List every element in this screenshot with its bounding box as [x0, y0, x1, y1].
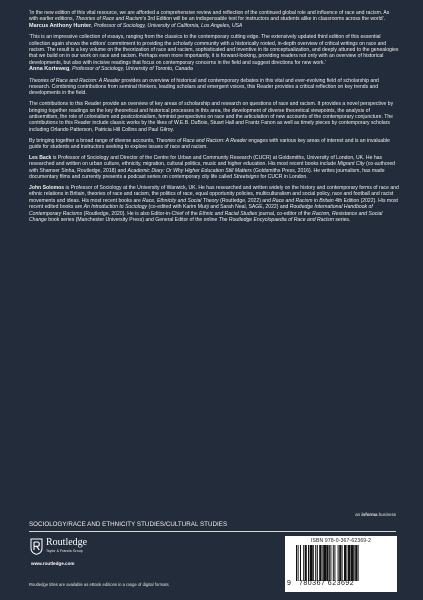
barcode-stripe [310, 545, 313, 581]
barcode-stripe [350, 545, 353, 581]
barcode-bars [296, 545, 388, 581]
ebook-note: Routledge titles are available as eBook editions in a range of digital formats [29, 582, 169, 587]
routledge-logo [30, 538, 87, 555]
barcode-stripe [317, 545, 318, 581]
review-attribution-1: Marcus Anthony Hunter, Professor of Sociology, University of California, Los Angeles, USA [29, 22, 243, 29]
publisher-group: Taylor & Francis Group [46, 549, 83, 553]
routledge-logo-icon [30, 538, 43, 555]
barcode-stripe [323, 545, 326, 581]
barcode-stripe [333, 545, 334, 581]
publisher-name: Routledge [46, 537, 88, 548]
bio-john-solomos: John Solomos is Professor of Sociology at the University of Warwick, UK. He has researched and written widely on the history and contemporary forms of race and ethnic relations in Britain, theories of race and racism, the politics of race, equal opportunity policies, multiculturalism and social policy, race and football and racist movements and ideas. His most recent books are Race, Ethnicity and Social Theory (Routledge, 2022) and Race and Racism in Britain 4th Edition (2022). His most recent edited books are An Introduction to Sociology (co-edited with Karim Murji and Sarah Neal, SAGE, 2022) and Routledge International Handbook of Contemporary Racisms (Routledge, 2020). He is also Editor-in-Chief of the Ethnic and Racial Studies journal, co-editor of the Racism, Resistance and Social Change book series (Manchester University Press) and General Editor of the online The Routledge Encyclopaedia of Race and Racism series. [29, 184, 399, 223]
informa-business-label: an informa business [355, 512, 396, 517]
barcode-stripe [330, 545, 331, 581]
description-paragraph-1: Theories of Race and Racism: A Reader provides an overview of historical and contemporary debates in this vital and ever-evolving field of scholarship and research. Combining contributions from seminal thinkers, leading scholars and emergent voices, this Reader provides a critical reflection on key trends and developments in the field. [29, 77, 379, 97]
ean-first-digit: 9 [287, 580, 291, 587]
barcode-stripe [344, 545, 346, 581]
barcode-stripe [339, 545, 341, 581]
barcode-stripe [313, 545, 314, 581]
isbn-label: ISBN 978-0-367-62369-2 [310, 538, 372, 544]
subject-categories: SOCIOLOGY/RACE AND ETHNICITY STUDIES/CULTURAL STUDIES [29, 521, 228, 528]
barcode-stripe [296, 545, 297, 581]
barcode-stripe [322, 545, 323, 581]
barcode-stripe [358, 545, 359, 581]
barcode-stripe [348, 545, 350, 581]
review-attribution-2: Anna Korteweg, Professor of Sociology, University of Toronto, Canada [29, 66, 193, 73]
barcode-stripe [319, 545, 321, 581]
barcode-stripe [342, 545, 343, 581]
barcode-stripe [305, 545, 307, 581]
review-quote-1: ‘In the new edition of this vital resource, we are afforded a comprehensive review and reflection of the continued global role and influence of race and racism. As with earlier editions, Theories of Race and Racism’s 3rd Edition will be an indispensable text for instructors and students alike in classrooms across the world’. [29, 10, 390, 23]
description-paragraph-3: By bringing together a broad range of diverse accounts, Theories of Race and Racism: A Reader engages with various key areas of interest and is an invaluable guide for students and instructors seeking to explore issues of race and racism. [29, 137, 390, 151]
barcode-stripe [326, 545, 328, 581]
back-cover-text [29, 10, 399, 228]
barcode-stripe [300, 545, 301, 581]
bio-les-back: Les Back is Professor of Sociology and Director of the Centre for Urban and Community Research (CUCR) at Goldsmiths, University of London, UK. He has researched and written on urban culture, ethnicity, migration, cultural politics, music and higher education. His most recent books include Migrant City (co-authored with Shamser Sinha, Routledge, 2018) and Academic Diary: Or Why Higher Education Still Matters (Goldsmiths Press, 2016). He writes journalism, has made documentary films and currently presents a podcast series on contemporary city life called Streetsigns for CUCR in London. [29, 154, 396, 181]
barcode-stripe [298, 545, 299, 581]
isbn-barcode [285, 536, 397, 592]
barcode-stripe [334, 545, 335, 581]
logo-text [46, 538, 87, 553]
divider [29, 531, 396, 532]
description-paragraph-2: The contributions to this Reader provide an overview of key areas of scholarship and research on questions of race and racism. It provides a novel perspective by bringing together readings on the key theoretical and historical processes in this area, the development of diverse theoretical viewpoints, the analysis of antisemitism, the role of colonialism and postcolonialism, feminist perspectives on race and the articulation of new accounts of the contemporary conjuncture. The contributions to this Reader include classic works by the likes of W.E.B. DuBois, Stuart Hall and Frantz Fanon as well as timely pieces by contemporary scholars including Orlando Patterson, Patricia Hill Collins and Paul Gilroy. [29, 101, 394, 133]
review-quote-2: ‘This is an impressive collection of essays, ranging from the classics to the contemporary cutting edge. The extensively updated third edition of this essential collection again shows the editors’ commitment to providing the scholarly community with a historically rooted, in-depth overview of critical writings on race and racism. The result is a key volume on the theorization of race and racism, sophisticated and inventive in its conceptualization, and deeply attuned to the genealogies that we build on in our work on race and racism. Perhaps even more importantly, it is forward-looking, providing readers not only with an overview of historical developments, but also with incisive readings that focus on contemporary concerns in the field and suggest directions for new work.’ [29, 34, 399, 66]
barcode-stripe [329, 545, 330, 581]
barcode-stripe [338, 545, 339, 581]
barcode-stripe [315, 545, 316, 581]
barcode-stripe [355, 545, 357, 581]
ean-digits: 780367 623692 [299, 580, 355, 587]
barcode-stripe [354, 545, 355, 581]
barcode-stripe [308, 545, 309, 581]
barcode-stripe [303, 545, 304, 581]
publisher-website: www.routledge.com [31, 561, 75, 566]
barcode-stripe [346, 545, 347, 581]
